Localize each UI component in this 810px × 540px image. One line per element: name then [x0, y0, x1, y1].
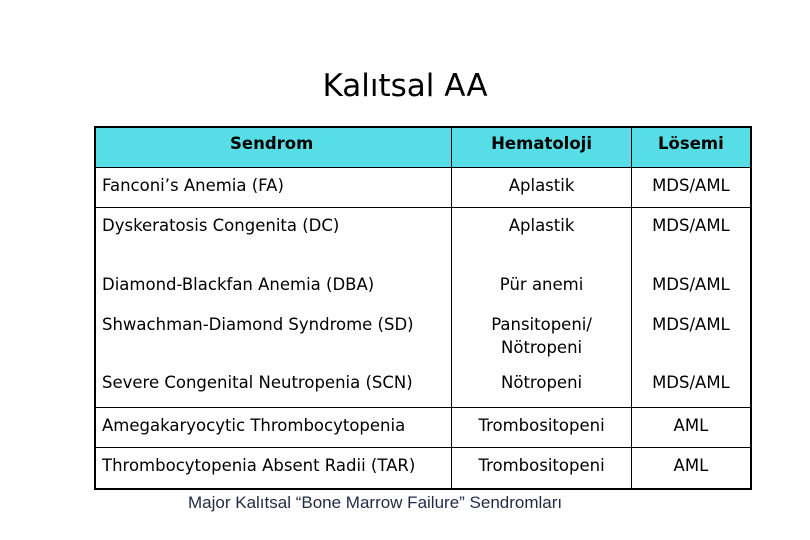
- table-row: [95, 167, 751, 207]
- table-row: [95, 207, 751, 267]
- syndrome-cell: Fanconi’s Anemia (FA): [95, 167, 452, 207]
- hematology-cell: Nötropeni: [452, 365, 632, 407]
- syndrome-cell: Thrombocytopenia Absent Radii (TAR): [102, 455, 416, 475]
- page-title: Kalıtsal AA: [322, 68, 488, 104]
- hematology-line-1: Pansitopeni/: [491, 315, 592, 334]
- hematology-cell: Trombositopeni: [452, 447, 632, 489]
- header-hematoloji: Hematoloji: [452, 127, 632, 167]
- table-caption: Major Kalıtsal “Bone Marrow Failure” Sendromları: [188, 493, 563, 512]
- header-sendrom: Sendrom: [95, 127, 452, 167]
- syndrome-cell: Amegakaryocytic Thrombocytopenia: [95, 407, 452, 447]
- syndrome-cell: Dyskeratosis Congenita (DC): [102, 215, 340, 235]
- hematology-cell: [452, 307, 632, 365]
- hematology-cell: Aplastik: [452, 167, 632, 207]
- table-row: [95, 307, 751, 365]
- header-losemi: Lösemi: [631, 127, 751, 167]
- syndrome-cell: Shwachman-Diamond Syndrome (SD): [102, 315, 414, 334]
- leukemia-cell: MDS/AML: [631, 167, 751, 207]
- hematology-cell: Pür anemi: [452, 267, 632, 307]
- syndrome-table: [94, 126, 752, 490]
- leukemia-cell: MDS/AML: [631, 365, 751, 407]
- hematology-cell: Aplastik: [452, 207, 632, 267]
- table-row: [95, 365, 751, 407]
- hematology-cell: Trombositopeni: [452, 407, 632, 447]
- leukemia-cell: AML: [631, 447, 751, 489]
- syndrome-cell: Diamond-Blackfan Anemia (DBA): [102, 275, 375, 294]
- table-header-row: [95, 127, 751, 167]
- leukemia-cell: MDS/AML: [631, 267, 751, 307]
- table-row: [95, 267, 751, 307]
- table-row: [95, 407, 751, 447]
- leukemia-cell: AML: [631, 407, 751, 447]
- leukemia-cell: MDS/AML: [631, 207, 751, 267]
- leukemia-cell: MDS/AML: [631, 307, 751, 365]
- hematology-line-2: Nötropeni: [501, 338, 583, 357]
- syndrome-cell: Severe Congenital Neutropenia (SCN): [95, 365, 452, 407]
- table-row: [95, 447, 751, 489]
